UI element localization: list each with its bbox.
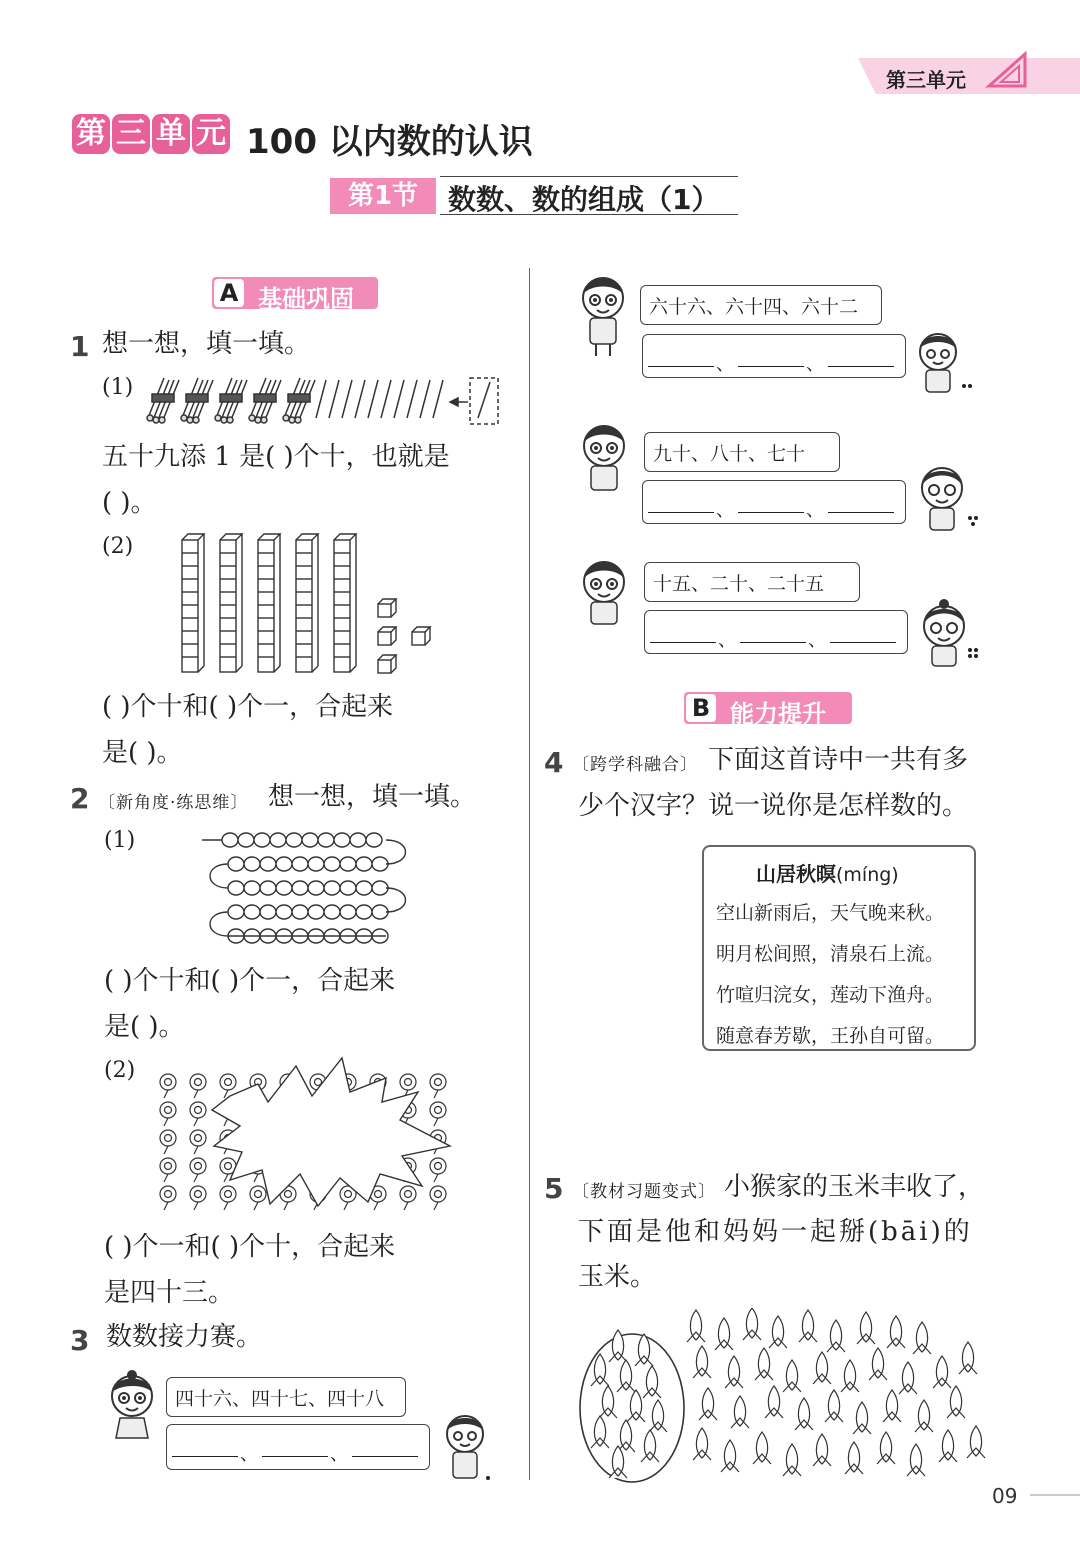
- blank-separator: 、: [808, 630, 826, 651]
- corn-icon: [765, 1386, 783, 1418]
- lollipop-icon: [250, 1186, 266, 1210]
- blank-separator: 、: [716, 354, 734, 375]
- bead: [228, 857, 244, 871]
- chain-1-bubble: 四十六、四十七、四十八: [166, 1377, 406, 1417]
- bead: [260, 857, 276, 871]
- bead: [334, 833, 350, 847]
- bead: [238, 833, 254, 847]
- q2-sub1-label: (1): [104, 828, 136, 853]
- corn-icon: [783, 1360, 801, 1392]
- corn-icon: [643, 1366, 661, 1398]
- lollipop-icon: [430, 1102, 446, 1126]
- corn-icon: [725, 1356, 743, 1388]
- blank-separator: 、: [240, 1444, 258, 1465]
- q2-tag: 〔新角度·练思维〕: [98, 793, 249, 813]
- corn-icon: [853, 1402, 871, 1434]
- corn-icon: [715, 1318, 733, 1350]
- corn-icon: [743, 1308, 761, 1340]
- q2-sub1-line2: 是( )。: [104, 1012, 185, 1042]
- blank-separator: 、: [716, 500, 734, 521]
- corn-icon: [813, 1352, 831, 1384]
- corn-icon: [799, 1310, 817, 1342]
- bead: [372, 881, 388, 895]
- chain-3-bubble: 九十、八十、七十: [644, 432, 840, 472]
- lollipop-icon: [160, 1158, 176, 1182]
- bead: [308, 857, 324, 871]
- bead: [276, 857, 292, 871]
- bead: [244, 881, 260, 895]
- bead: [366, 833, 382, 847]
- cubes-illustration: [178, 530, 438, 680]
- boy-avatar-icon: [576, 272, 630, 358]
- bead: [350, 833, 366, 847]
- ruler-icon: [985, 50, 1030, 90]
- bead: [324, 857, 340, 871]
- answer-blank[interactable]: [830, 642, 896, 643]
- bead: [276, 905, 292, 919]
- poem-line: 空山新雨后，天气晚来秋。: [716, 902, 945, 924]
- bead: [356, 881, 372, 895]
- bead: [270, 833, 286, 847]
- girl-avatar-icon: [104, 1370, 160, 1440]
- corn-icon: [959, 1342, 977, 1374]
- q3-number: 3: [70, 1324, 90, 1357]
- corn-icon: [649, 1400, 667, 1432]
- q1-sub2-line2: 是( )。: [102, 738, 183, 768]
- bead: [276, 881, 292, 895]
- corn-icon: [755, 1348, 773, 1380]
- corn-icon: [845, 1442, 863, 1474]
- poem-line: 随意春芳歇，王孙自可留。: [716, 1025, 945, 1047]
- corn-icon: [721, 1440, 739, 1472]
- q5-line1: 小猴家的玉米丰收了，: [724, 1172, 985, 1202]
- corn-icon: [599, 1386, 617, 1418]
- lollipop-icon: [400, 1186, 416, 1210]
- lollipops-illustration: [150, 1056, 460, 1216]
- answer-box-3: [642, 480, 906, 524]
- q2-sub2-line2: 是四十三。: [104, 1278, 235, 1308]
- bead: [292, 905, 308, 919]
- lollipop-icon: [160, 1074, 176, 1098]
- column-divider: [529, 268, 530, 1480]
- answer-blank[interactable]: [828, 512, 894, 513]
- q1-sub2-label: (2): [102, 534, 134, 559]
- lollipop-icon: [430, 1158, 446, 1182]
- corn-icon: [693, 1428, 711, 1460]
- boy-avatar-icon: [576, 556, 636, 628]
- poem-line: 竹喧归浣女，莲动下渔舟。: [716, 984, 945, 1006]
- bead: [244, 905, 260, 919]
- q1-sub1-line2: ( )。: [102, 488, 157, 518]
- unit-badge: [72, 114, 230, 154]
- q2-number: 2: [70, 782, 90, 815]
- corn-icon: [693, 1346, 711, 1378]
- answer-blank[interactable]: [172, 1456, 238, 1457]
- poem-line: 明月松间照，清泉石上流。: [716, 943, 945, 965]
- bead: [254, 833, 270, 847]
- q2-title: 想一想，填一填。: [268, 782, 477, 812]
- unit-badge-char: 元: [192, 114, 230, 154]
- sticks-illustration: [140, 370, 510, 430]
- answer-blank[interactable]: [648, 366, 714, 367]
- chain-2-bubble: 六十六、六十四、六十二: [640, 285, 882, 325]
- lollipop-icon: [160, 1130, 176, 1154]
- unit-badge-char: 第: [72, 114, 110, 154]
- q4-tag: 〔跨学科融合〕: [572, 755, 698, 775]
- lollipop-icon: [430, 1186, 446, 1210]
- boy-avatar-icon: [438, 1410, 492, 1482]
- corn-icon: [883, 1390, 901, 1422]
- q1-number: 1: [70, 330, 90, 363]
- bead: [260, 905, 276, 919]
- corn-icon: [827, 1320, 845, 1352]
- lollipop-icon: [190, 1158, 206, 1182]
- bead: [286, 833, 302, 847]
- answer-blank[interactable]: [352, 1456, 418, 1457]
- unit-badge-char: 三: [112, 114, 150, 154]
- corn-icon: [907, 1444, 925, 1476]
- blank-separator: 、: [806, 500, 824, 521]
- lollipop-icon: [190, 1130, 206, 1154]
- corn-icon: [947, 1386, 965, 1418]
- corn-icon: [899, 1362, 917, 1394]
- answer-blank[interactable]: [648, 512, 714, 513]
- section-title-underline: [440, 214, 738, 215]
- corn-icon: [913, 1322, 931, 1354]
- q2-sub2-line1: ( )个一和( )个十，合起来: [104, 1232, 396, 1262]
- answer-blank[interactable]: [738, 366, 804, 367]
- bead: [356, 905, 372, 919]
- lollipop-icon: [190, 1186, 206, 1210]
- answer-box-1: [166, 1424, 430, 1470]
- bead: [244, 857, 260, 871]
- q2-sub2-label: (2): [104, 1058, 136, 1083]
- q3-title: 数数接力赛。: [106, 1322, 263, 1352]
- boy-avatar-icon: [576, 420, 636, 494]
- section-badge: 第1节: [330, 178, 436, 214]
- bead: [292, 857, 308, 871]
- corn-icon: [699, 1388, 717, 1420]
- corn-icon: [795, 1398, 813, 1430]
- bead: [302, 833, 318, 847]
- unit-title: 100 以内数的认识: [246, 122, 533, 162]
- poem-title-pinyin: (míng): [836, 864, 899, 886]
- q4-line1: 下面这首诗中一共有多: [708, 745, 969, 775]
- bead: [228, 905, 244, 919]
- corn-icon: [731, 1396, 749, 1428]
- answer-box-4: [644, 610, 908, 654]
- q5-line2: 下面是他和妈妈一起掰(bāi)的: [578, 1217, 973, 1247]
- answer-blank[interactable]: [740, 642, 806, 643]
- lollipop-icon: [160, 1186, 176, 1210]
- answer-blank[interactable]: [262, 1456, 328, 1457]
- corn-icon: [591, 1416, 609, 1448]
- girl-avatar-icon: [912, 462, 984, 534]
- part-a-label: 基础巩固: [258, 285, 354, 313]
- answer-blank[interactable]: [650, 642, 716, 643]
- footer-rule: [1030, 1494, 1080, 1496]
- lollipop-icon: [430, 1074, 446, 1098]
- bead: [340, 881, 356, 895]
- corn-icon: [887, 1316, 905, 1348]
- corn-icon: [933, 1356, 951, 1388]
- q5-line3: 玉米。: [578, 1262, 657, 1292]
- corn-icon: [627, 1390, 645, 1422]
- beads-illustration: [198, 826, 418, 952]
- bead: [308, 905, 324, 919]
- lollipop-icon: [190, 1074, 206, 1098]
- corn-icon: [617, 1360, 635, 1392]
- poem-title: 山居秋暝: [756, 862, 836, 886]
- bead: [292, 881, 308, 895]
- q1-sub1-line1: 五十九添 1 是( )个十，也就是: [102, 442, 450, 472]
- part-b-letter: B: [686, 694, 716, 722]
- bead: [340, 905, 356, 919]
- corn-illustration: [578, 1308, 990, 1488]
- boy-avatar-icon: [912, 328, 976, 398]
- bead: [228, 881, 244, 895]
- corn-icon: [617, 1420, 635, 1452]
- bead: [308, 881, 324, 895]
- part-b-label: 能力提升: [730, 700, 826, 728]
- corn-icon: [939, 1430, 957, 1462]
- unit-badge-char: 单: [152, 114, 190, 154]
- poem-title-row: [756, 858, 899, 887]
- q1-title: 想一想，填一填。: [102, 329, 311, 359]
- corn-icon: [877, 1432, 895, 1464]
- page-number: 09: [992, 1484, 1018, 1508]
- bead: [356, 857, 372, 871]
- header-unit-tag: 第三单元: [886, 68, 966, 92]
- answer-box-2: [642, 334, 906, 378]
- corn-icon: [753, 1432, 771, 1464]
- section-title: 数数、数的组成（1）: [448, 183, 720, 216]
- q1-sub2-line1: ( )个十和( )个一，合起来: [102, 692, 394, 722]
- q4-number: 4: [544, 746, 564, 779]
- corn-icon: [869, 1348, 887, 1380]
- chain-4-bubble: 十五、二十、二十五: [644, 562, 860, 602]
- blank-separator: 、: [718, 630, 736, 651]
- corn-icon: [841, 1360, 859, 1392]
- corn-icon: [967, 1426, 985, 1458]
- corn-icon: [825, 1390, 843, 1422]
- corn-icon: [857, 1312, 875, 1344]
- part-a-letter: A: [214, 279, 244, 307]
- blank-separator: 、: [806, 354, 824, 375]
- corn-icon: [769, 1316, 787, 1348]
- q4-line2: 少个汉字？说一说你是怎样数的。: [578, 791, 969, 821]
- corn-icon: [813, 1434, 831, 1466]
- blank-separator: 、: [330, 1444, 348, 1465]
- bead: [324, 905, 340, 919]
- lollipop-icon: [190, 1102, 206, 1126]
- answer-blank[interactable]: [738, 512, 804, 513]
- q5-number: 5: [544, 1172, 564, 1205]
- lollipop-icon: [160, 1102, 176, 1126]
- girl-avatar-icon: [914, 598, 984, 670]
- q2-sub1-line1: ( )个十和( )个一，合起来: [104, 966, 396, 996]
- bead: [222, 833, 238, 847]
- bead: [372, 905, 388, 919]
- bead: [372, 857, 388, 871]
- lollipop-icon: [220, 1186, 236, 1210]
- bead: [324, 881, 340, 895]
- bead: [340, 857, 356, 871]
- section-title-bar: [440, 176, 738, 177]
- q1-sub1-label: (1): [102, 375, 134, 400]
- corn-icon: [687, 1310, 705, 1342]
- corn-icon: [783, 1444, 801, 1476]
- answer-blank[interactable]: [828, 366, 894, 367]
- bead: [260, 881, 276, 895]
- corn-icon: [915, 1400, 933, 1432]
- bead: [318, 833, 334, 847]
- q5-tag: 〔教材习题变式〕: [572, 1182, 716, 1202]
- corn-icon: [641, 1430, 659, 1462]
